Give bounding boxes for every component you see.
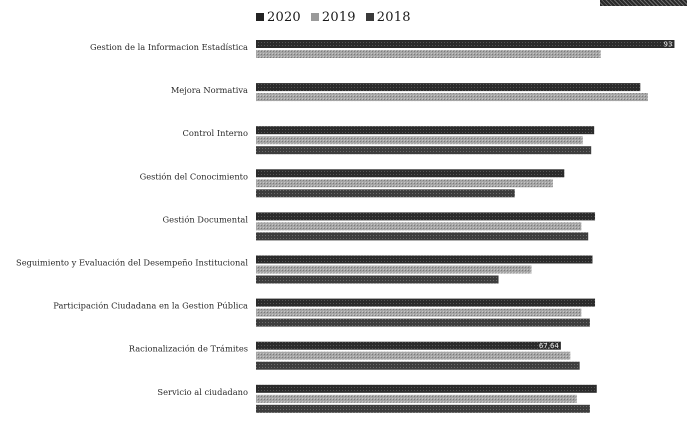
bar-2018 <box>256 189 515 197</box>
bar-2018 <box>256 146 591 154</box>
category-label: Racionalización de Trámites <box>128 343 248 354</box>
bar-2020 <box>256 385 597 393</box>
bar-2020 <box>256 299 595 307</box>
bar-2018 <box>256 276 499 284</box>
category-label: Control Interno <box>182 128 248 139</box>
category-label: Seguimiento y Evaluación del Desempeño Institucional <box>16 257 248 268</box>
bar-2018 <box>256 362 580 370</box>
bar-2020 <box>256 256 592 264</box>
bar-2019 <box>256 266 531 274</box>
category-label: Participación Ciudadana en la Gestion Pública <box>53 300 248 311</box>
data-label: 67,64 <box>538 342 559 351</box>
bar-2019 <box>256 222 581 230</box>
bar-2019 <box>256 352 570 360</box>
bar-2019 <box>256 136 583 144</box>
bar-2019 <box>256 93 648 101</box>
category-label: Gestion de la Informacion Estadística <box>90 42 248 52</box>
bar-2020 <box>256 126 594 134</box>
bar-2020 <box>256 342 561 350</box>
bar-2019 <box>256 395 577 403</box>
bar-2018 <box>256 232 588 240</box>
bar-2020 <box>256 40 674 48</box>
bar-2018 <box>256 405 590 413</box>
bar-2020 <box>256 212 595 220</box>
plot-area <box>16 40 674 413</box>
legend-label-2019: 2019 <box>321 9 356 25</box>
category-label: Gestión Documental <box>162 214 248 225</box>
bar-2018 <box>256 319 590 327</box>
bar-2019 <box>256 309 581 317</box>
category-label: Servicio al ciudadano <box>157 386 248 397</box>
bar-2020 <box>256 169 564 177</box>
legend-label-2018: 2018 <box>376 9 411 25</box>
category-label: Mejora Normativa <box>170 85 248 96</box>
bar-2019 <box>256 50 601 58</box>
data-label: 93 <box>663 40 673 49</box>
bar-2019 <box>256 179 553 187</box>
legend-label-2020: 2020 <box>267 9 301 25</box>
category-label: Gestión del Conocimiento <box>139 171 248 182</box>
bar-2020 <box>256 83 640 91</box>
